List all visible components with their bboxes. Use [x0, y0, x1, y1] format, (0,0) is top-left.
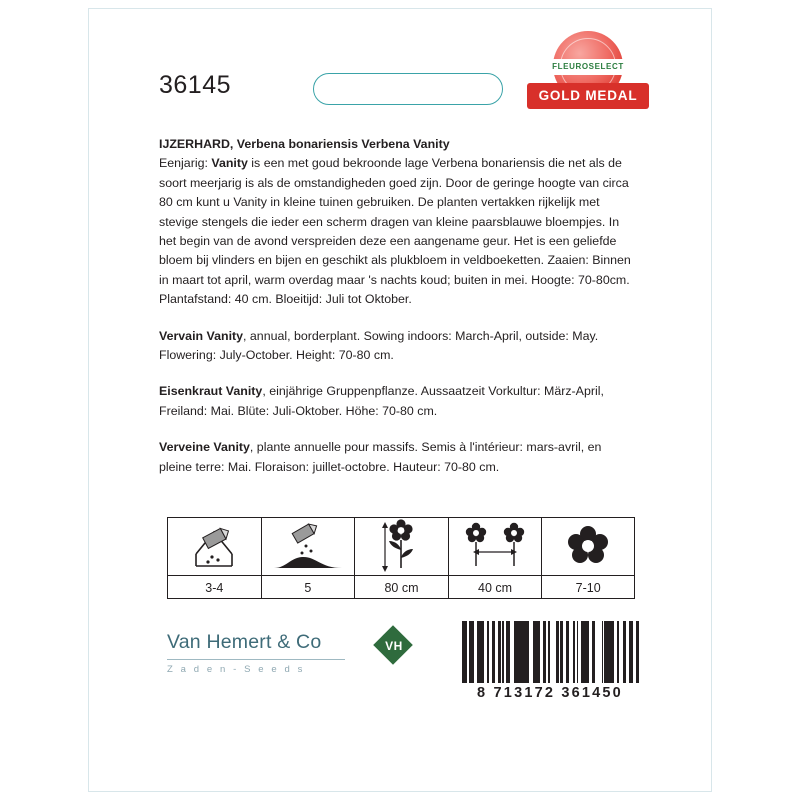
seed-packet-back [88, 8, 712, 792]
brand-name: Van Hemert & Co [167, 631, 322, 653]
french-bold-name: Verveine Vanity [159, 440, 250, 455]
description-english [159, 327, 633, 366]
sow-outdoors-icon [262, 518, 355, 575]
icon-cell-plant-spacing [448, 517, 542, 599]
logo-monogram: VH [385, 639, 403, 653]
barcode-number: 8 713172 361450 [477, 685, 623, 701]
plant-height-icon [355, 518, 448, 575]
sow-indoors-icon [168, 518, 261, 575]
brand-divider [167, 659, 345, 660]
description-german [159, 382, 633, 421]
description-dutch [159, 154, 633, 309]
description-french [159, 438, 633, 477]
icon-cell-plant-height [354, 517, 448, 599]
blank-label-field [313, 73, 503, 105]
sow-outdoors-label: 5 [262, 575, 355, 600]
barcode-bars [461, 621, 639, 683]
german-body: , einjährige Gruppenpflanze. Aussaatzeit Vorkultur: März-April, Freiland: Mai. Blüte: Juli-Oktober. Höhe: 70-80 cm. [159, 384, 604, 418]
plant-height-label: 80 cm [355, 575, 448, 600]
icon-cell-sow-indoors [167, 517, 261, 599]
fleuroselect-label: FLEUROSELECT [541, 59, 635, 75]
gold-medal-label: GOLD MEDAL [527, 83, 649, 109]
plant-spacing-label: 40 cm [449, 575, 542, 600]
brand-subtitle: Z a d e n - S e e d s [167, 664, 306, 675]
dutch-bold-name: Vanity [211, 156, 248, 171]
english-body: , annual, borderplant. Sowing indoors: March-April, outside: May. Flowering: July-October. Height: 70-80 cm. [159, 328, 599, 363]
germination-days-icon [542, 518, 634, 575]
barcode [461, 621, 639, 701]
dutch-prefix: Eenjarig: [159, 156, 212, 171]
description-block [159, 135, 633, 477]
product-sku: 36145 [159, 71, 232, 99]
van-hemert-logo-icon [377, 629, 411, 663]
german-bold-name: Eisenkraut Vanity [159, 384, 263, 399]
product-headline: IJZERHARD, Verbena bonariensis Verbena Vanity [159, 137, 450, 151]
french-body: , plante annuelle pour massifs. Semis à l'intérieur: mars-avril, en pleine terre: Mai. Floraison: juillet-octobre. Hauteur: 70-80 cm. [159, 440, 602, 474]
icon-cell-sow-outdoors [261, 517, 355, 599]
sow-indoors-label: 3-4 [168, 575, 261, 600]
dutch-body: is een met goud bekroonde lage Verbena bonariensis die net als de soort meerjarig is als de omstandigheden goed zijn. Door de geringe hoogte van circa 80 cm kunt u Vanity in kleine tuinen gebruiken. De planten vertakken rijkelijk met stevige stengels die ieder een scherm dragen van kleine paarsblauwe bloempjes. In het begin van de avond verspreiden deze een aangename geur. Het is een geliefde bloem bij vlinders en bijen en geschikt als plukbloem in veldboeketten. Zaaien: Binnen in maart tot april, warm overdag maar 's nachts koud; buiten in mei. Hoogte: 70-80cm. Plantafstand: 40 cm. Bloeitijd: Juli tot Oktober. [159, 156, 631, 307]
english-bold-name: Vervain Vanity [159, 328, 244, 343]
icon-strip [167, 517, 635, 599]
germination-days-label: 7-10 [542, 575, 634, 600]
icon-cell-germination-days [541, 517, 635, 599]
gold-medal-badge [527, 31, 649, 117]
plant-spacing-icon [449, 518, 542, 575]
